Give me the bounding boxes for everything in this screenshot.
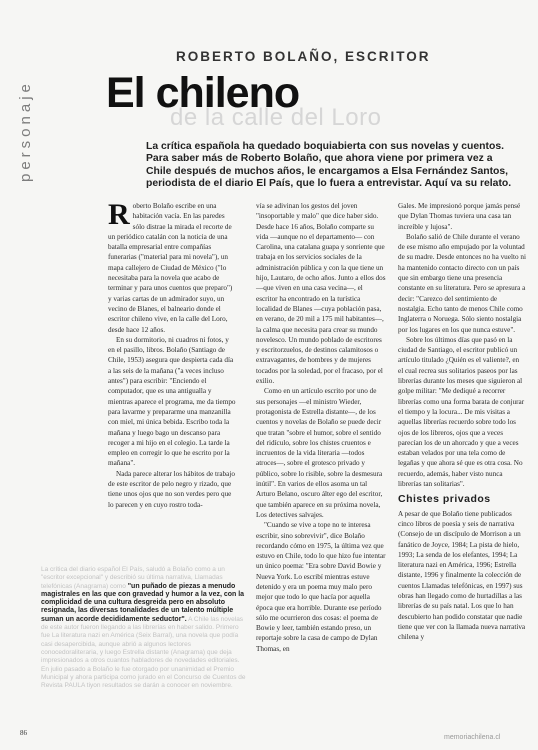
dropcap: R: [108, 198, 130, 231]
paragraph: Bolaño salió de Chile durante el verano de ese mismo año empujado por la voluntad de su madre. Desde entonces no ha vuelto ni ha mantenido contacto directo con un país que sin embargo tiene una presencia constante en su literatura. Pero se apresura a decir: "Carezco del sentimiento de nostalgia. Echo tanto de menos Chile como Inglaterra o Noruega. Sólo siento nostalgia por los lugares en los que nunca estuve".: [398, 232, 526, 334]
section-heading: Chistes privados: [398, 493, 491, 506]
pull-quote-tail: A Chile las novelas de este autor fueron llegando a las librerías en haber salido. Primero fue La literatura nazi en América (Seix Barral), una novela que podía casi desapercibida, aunque abrió a algunos lectores conocedoraliteraria, y luego Estrella distante (Anagrama) que deja impresionados a otros cuantos habladores de novedades editoriales. En julio pasado a Bolaño le fue otorgado por unanimidad el Premio Municipal y ahora participa como jurado en el Concurso de Cuentos de Revista PAULA tiyon resultados se darán a conocer en noviembre.: [41, 615, 246, 690]
paragraph: Gales. Me impresionó porque jamás pensé que Dylan Thomas tuviera una casa tan increíble y lujosa".: [398, 202, 521, 231]
section-tag: personaje: [17, 80, 34, 182]
paragraph: Sobre los últimos días que pasó en la ciudad de Santiago, el escritor publicó un artículo titulado ¿Quién es el valiente?, en el cual recrea sus solitarios paseos por las librerías durante los meses que siguieron al golpe militar: "Me dediqué a recorrer librerías como una forma barata de conjurar el tiempo y la locura... De mis visitas a aquellas librerías recuerdo sobre todo los ojos de los libreros, ojos que a veces parecían los de un ahorcado y que a veces estaban velados por una tela como de legañas y que ahora sé que es otra cosa. No recuerdo, además, haber visto nunca librerías tan solitarias".: [398, 335, 525, 489]
source-watermark: memoriachilena.cl: [444, 734, 501, 741]
paragraph: Nada parece alterar los hábitos de trabajo de este escritor de pelo negro y rizado, que tiene unos ojos que no son verdes pero que lo parecen y en cuyo rostro toda-: [108, 469, 235, 509]
paragraph: vía se adivinan los gestos del joven "insoportable y malo" que dice haber sido. Desde hace 16 años, Bolaño comparte su vida —aunque no el departamento— con Carolina, una catalana guapa y sonriente que trabaja en los servicios sociales de la administración pública y con la que tiene un hijo, Lautaro, de ocho años. Junto a ellos dos —que viven en una casa vecina—, el escritor ha encontrado en la turística localidad de Blanes —cuya población pasa, en verano, de 20 mil a 175 mil habitantes—, la calma que necesita para crear su mundo novelesco. Un mundo poblado de escritores y escritorzuelos, de destinos calamitosos o extravagantes, de hombres y de mujeres tocados por la soledad, por el fracaso, por el exilio.: [256, 202, 386, 386]
pull-quote-highlight: "un puñado de piezas a menudo magistrales en las que con gravedad y humor a la vez, con la complicidad de una cultura desgreida pero en absoluto resignada, las diversas tonalidades de un talento múltiple suman un acorde decididamente seductor".: [41, 582, 245, 623]
kicker: ROBERTO BOLAÑO, ESCRITOR: [176, 49, 431, 64]
paragraph: A pesar de que Bolaño tiene publicados cinco libros de poesía y seis de narrativa (Consejo de un discípulo de Morrison a un fanático de Joyce, 1984; La pista de hielo, 1993; La senda de los elefantes, 1994; La literatura nazi en América, 1996; Estrella distante, 1996 y finalmente la colección de cuentos Llamadas telefónicas, en 1997) sus obras han llegado como de hurtadillas a las librerías de su país natal. Los que lo han descubierto han podido constatar que nadie tiene que ver con la llamada nueva narrativa chilena y: [398, 509, 526, 642]
paragraph: "Cuando se vive a tope no te interesa escribir, sino sobrevivir", dice Bolaño recordando cómo en 1975, la última vez que estuvo en Chile, todo lo que hizo fue intentar un único poema: "Era sobre David Bowie y Nueva York. Lo escribí mientras estuve detenido y era un poema muy malo pero mejor que todo lo que hacía por aquella época que era horrible. Durante ese período sólo me ocurrieron dos cosas: el poema de Bowie y leer, también estando preso, un reportaje sobre la casa de campo de Dylan Thomas, en: [256, 521, 386, 653]
column-1: [108, 198, 236, 510]
column-2: [256, 201, 386, 654]
subhead: de la calle del Loro: [170, 104, 382, 131]
paragraph-text: oberto Bolaño escribe en una habitación vacía. En las paredes sólo distrae la mirada el recorte de un periódico catalán con la noticia de una batalla empresarial entre compañías funerarias ("material para mi novela"), un mapa callejero de Ciudad de México ("lo necesitaba para la novela que acabo de terminar y para unos cuentos que preparo") y varias cartas de un admirador suyo, un vecino de Blanes, el balneario donde el escritor chileno vive, en la calle del Loro, desde hace 12 años.: [108, 202, 233, 334]
headline: El chileno: [106, 69, 300, 117]
paragraph: En su dormitorio, ni cuadros ni fotos, y en el pasillo, libros. Bolaño (Santiago de Chile, 1953) asegura que despierta cada día a las seis de la mañana ("a veces incluso antes") para escribir: "Enciendo el computador, que es una antigualla y mientras aparece el programa, me da tiempo para lavarme y prepararme una manzanilla con miel, mi única bebida. Escribo toda la mañana y luego bago un descanso para recoger a mi hijo en el colegio. La tarde la empleo en corregir lo que he escrito por la mañana".: [108, 335, 236, 468]
pull-quote: [41, 566, 249, 690]
pull-quote-lead: La crítica del diario español El País, saludó a Bolaño como a un "escritor excepcional" y describió su última narrativa, Llamadas telefónicas (Anagrama) como: [41, 566, 225, 590]
column-3: [398, 201, 526, 642]
paragraph: [108, 198, 236, 335]
standfirst: La crítica española ha quedado boquiabierta con sus novelas y cuentos. Para saber más de Roberto Bolaño, que ahora viene por primera vez a Chile después de muchos años, le encargamos a Elsa Fernández Santos, periodista de el diario El País, que lo fuera a entrevistar. Aquí va su relato.: [146, 141, 512, 189]
paragraph: Como en un artículo escrito por uno de sus personajes —el ministro Wieder, protagonista de Estrella distante—, de los cuentos y novelas de Bolaño se puede decir que tratan "sobre el humor, sobre el sentido del ridículo, sobre los chistes cruentos e incruentos de la vida literaria —todos atroces—, sobre el grotesco privado y público, sobre lo risible, sobre la desmesura inútil". En varios de ellos asoma un tal Arturo Belano, oscuro álter ego del escritor, que también aparece en su próxima novela, Los detectives salvajes.: [256, 387, 383, 519]
page-number: 86: [20, 729, 27, 737]
